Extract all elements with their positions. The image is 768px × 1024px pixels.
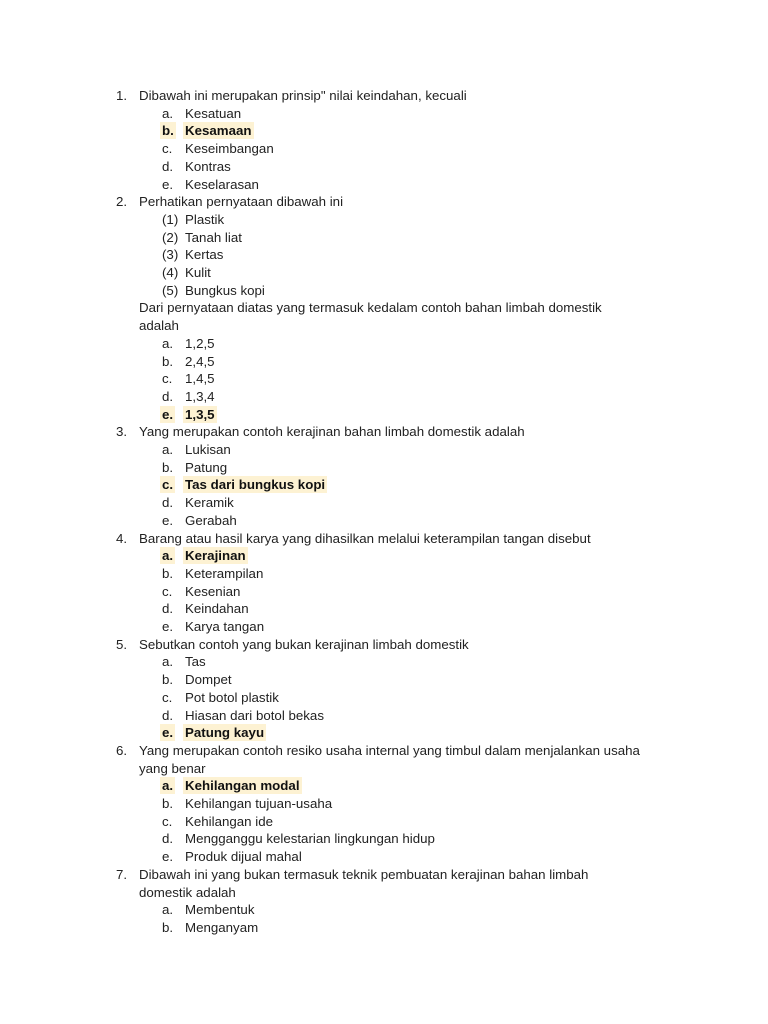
option-label: b. bbox=[162, 353, 174, 369]
question-number: 4. bbox=[116, 530, 128, 546]
option-label: e. bbox=[162, 725, 174, 741]
question-number: 3. bbox=[116, 424, 128, 440]
option-label: c. bbox=[162, 371, 173, 387]
option-label: b. bbox=[162, 459, 174, 475]
question-text: domestik adalah bbox=[139, 884, 236, 900]
answer-option bbox=[0, 919, 768, 936]
option-text: Karya tangan bbox=[185, 619, 265, 634]
statement-label: (5) bbox=[162, 282, 179, 298]
answer-option bbox=[0, 176, 768, 193]
option-label: a. bbox=[162, 902, 174, 918]
correct-answer-text: Tas dari bungkus kopi bbox=[185, 477, 326, 493]
question-text: Yang merupakan contoh kerajinan bahan limbah domestik adalah bbox=[139, 424, 525, 440]
option-label: e. bbox=[162, 619, 174, 634]
statement-label: (3) bbox=[162, 247, 179, 263]
question-text: Sebutkan contoh yang bukan kerajinan limbah domestik bbox=[139, 636, 469, 652]
option-label: c. bbox=[162, 583, 173, 599]
option-label: a. bbox=[162, 442, 174, 457]
option-label: a. bbox=[162, 778, 174, 794]
question-text: Barang atau hasil karya yang dihasilkan melalui keterampilan tangan disebut bbox=[139, 530, 591, 546]
answer-option bbox=[0, 476, 768, 493]
option-text: Membentuk bbox=[185, 902, 255, 918]
answer-option bbox=[0, 335, 768, 352]
option-label: d. bbox=[162, 601, 174, 617]
answer-option bbox=[0, 777, 768, 794]
answer-option bbox=[0, 140, 768, 157]
answer-option bbox=[0, 459, 768, 476]
statement-text: Bungkus kopi bbox=[185, 282, 265, 298]
question-text: Perhatikan pernyataan dibawah ini bbox=[139, 194, 344, 210]
correct-answer-text: 1,3,5 bbox=[185, 406, 215, 422]
statement-text: Tanah liat bbox=[185, 229, 242, 245]
question-6-line bbox=[0, 760, 768, 777]
correct-answer-text: Patung kayu bbox=[185, 725, 265, 741]
option-text: Kontras bbox=[185, 158, 231, 174]
statement-label: (4) bbox=[162, 265, 179, 280]
statement-text: Plastik bbox=[185, 211, 225, 227]
option-text: Kehilangan ide bbox=[185, 813, 273, 829]
option-text: Keselarasan bbox=[185, 176, 259, 192]
option-label: a. bbox=[162, 335, 174, 351]
question-3-line bbox=[0, 423, 768, 440]
question-text: yang benar bbox=[139, 760, 206, 776]
answer-option bbox=[0, 848, 768, 865]
question-2-continuation bbox=[0, 299, 768, 316]
answer-option bbox=[0, 353, 768, 370]
question-number: 5. bbox=[116, 636, 128, 652]
answer-option bbox=[0, 122, 768, 139]
answer-option bbox=[0, 388, 768, 405]
answer-option bbox=[0, 105, 768, 122]
statement-item bbox=[0, 264, 768, 281]
question-1-line bbox=[0, 87, 768, 104]
option-text: 1,2,5 bbox=[185, 335, 215, 351]
question-number: 1. bbox=[116, 88, 128, 103]
option-label: d. bbox=[162, 388, 174, 404]
statement-label: (2) bbox=[162, 229, 179, 245]
option-text: 1,3,4 bbox=[185, 388, 215, 404]
question-text: Dibawah ini merupakan prinsip" nilai keindahan, kecuali bbox=[139, 88, 467, 103]
answer-option bbox=[0, 901, 768, 918]
option-text: Produk dijual mahal bbox=[185, 849, 302, 865]
option-text: Kehilangan tujuan-usaha bbox=[185, 796, 333, 811]
option-text: 1,4,5 bbox=[185, 371, 215, 387]
answer-option bbox=[0, 406, 768, 423]
option-text: Keramik bbox=[185, 495, 234, 511]
option-text: Keseimbangan bbox=[185, 141, 274, 157]
statement-text: Kertas bbox=[185, 247, 224, 263]
question-5-line bbox=[0, 636, 768, 653]
answer-option bbox=[0, 653, 768, 670]
option-text: Kesenian bbox=[185, 583, 241, 599]
option-text: Menganyam bbox=[185, 919, 259, 935]
statement-item bbox=[0, 246, 768, 263]
statement-label: (1) bbox=[162, 211, 179, 227]
question-6-line bbox=[0, 742, 768, 759]
statement-item bbox=[0, 229, 768, 246]
question-number: 2. bbox=[116, 194, 128, 210]
question-7-line bbox=[0, 884, 768, 901]
option-label: a. bbox=[162, 654, 174, 670]
answer-option bbox=[0, 441, 768, 458]
answer-option bbox=[0, 512, 768, 529]
answer-option bbox=[0, 583, 768, 600]
answer-option bbox=[0, 707, 768, 724]
option-label: d. bbox=[162, 495, 174, 511]
answer-option bbox=[0, 547, 768, 564]
option-label: c. bbox=[162, 477, 174, 493]
option-label: d. bbox=[162, 158, 174, 174]
answer-option bbox=[0, 565, 768, 582]
correct-answer-text: Kesamaan bbox=[185, 123, 252, 139]
answer-option bbox=[0, 494, 768, 511]
option-text: Lukisan bbox=[185, 442, 231, 457]
question-text: adalah bbox=[139, 318, 179, 334]
option-text: Tas bbox=[185, 654, 206, 670]
question-text: Yang merupakan contoh resiko usaha internal yang timbul dalam menjalankan usaha bbox=[139, 742, 640, 758]
option-label: c. bbox=[162, 141, 173, 157]
question-2-continuation bbox=[0, 317, 768, 334]
option-label: b. bbox=[162, 672, 174, 688]
option-label: c. bbox=[162, 689, 173, 705]
question-text: Dibawah ini yang bukan termasuk teknik pembuatan kerajinan bahan limbah bbox=[139, 866, 589, 882]
option-text: 2,4,5 bbox=[185, 353, 215, 369]
option-label: d. bbox=[162, 707, 174, 723]
option-label: e. bbox=[162, 176, 174, 192]
option-label: a. bbox=[162, 105, 174, 121]
option-label: b. bbox=[162, 123, 174, 139]
correct-answer-text: Kerajinan bbox=[185, 548, 246, 564]
option-label: b. bbox=[162, 565, 174, 581]
answer-option bbox=[0, 724, 768, 741]
option-text: Keindahan bbox=[185, 601, 249, 617]
answer-option bbox=[0, 618, 768, 635]
question-number: 7. bbox=[116, 866, 128, 882]
option-text: Pot botol plastik bbox=[185, 689, 279, 705]
question-number: 6. bbox=[116, 742, 128, 758]
statement-item bbox=[0, 282, 768, 299]
option-label: e. bbox=[162, 406, 174, 422]
answer-option bbox=[0, 689, 768, 706]
question-4-line bbox=[0, 530, 768, 547]
answer-option bbox=[0, 830, 768, 847]
option-label: d. bbox=[162, 831, 174, 847]
statement-text: Kulit bbox=[185, 265, 211, 280]
question-7-line bbox=[0, 866, 768, 883]
option-label: b. bbox=[162, 796, 174, 811]
answer-option bbox=[0, 158, 768, 175]
answer-option bbox=[0, 671, 768, 688]
option-text: Keterampilan bbox=[185, 565, 264, 581]
option-label: c. bbox=[162, 813, 173, 829]
option-label: e. bbox=[162, 512, 174, 528]
option-text: Kesatuan bbox=[185, 105, 242, 121]
option-label: b. bbox=[162, 919, 174, 935]
option-text: Gerabah bbox=[185, 512, 237, 528]
option-text: Dompet bbox=[185, 672, 232, 688]
answer-option bbox=[0, 600, 768, 617]
option-text: Mengganggu kelestarian lingkungan hidup bbox=[185, 831, 435, 847]
statement-item bbox=[0, 211, 768, 228]
answer-option bbox=[0, 795, 768, 812]
option-label: e. bbox=[162, 849, 174, 865]
option-text: Patung bbox=[185, 459, 228, 475]
question-2-line bbox=[0, 193, 768, 210]
option-text: Hiasan dari botol bekas bbox=[185, 707, 324, 723]
option-label: a. bbox=[162, 548, 174, 564]
answer-option bbox=[0, 370, 768, 387]
answer-option bbox=[0, 813, 768, 830]
question-text: Dari pernyataan diatas yang termasuk kedalam contoh bahan limbah domestik bbox=[139, 300, 602, 316]
correct-answer-text: Kehilangan modal bbox=[185, 778, 300, 794]
